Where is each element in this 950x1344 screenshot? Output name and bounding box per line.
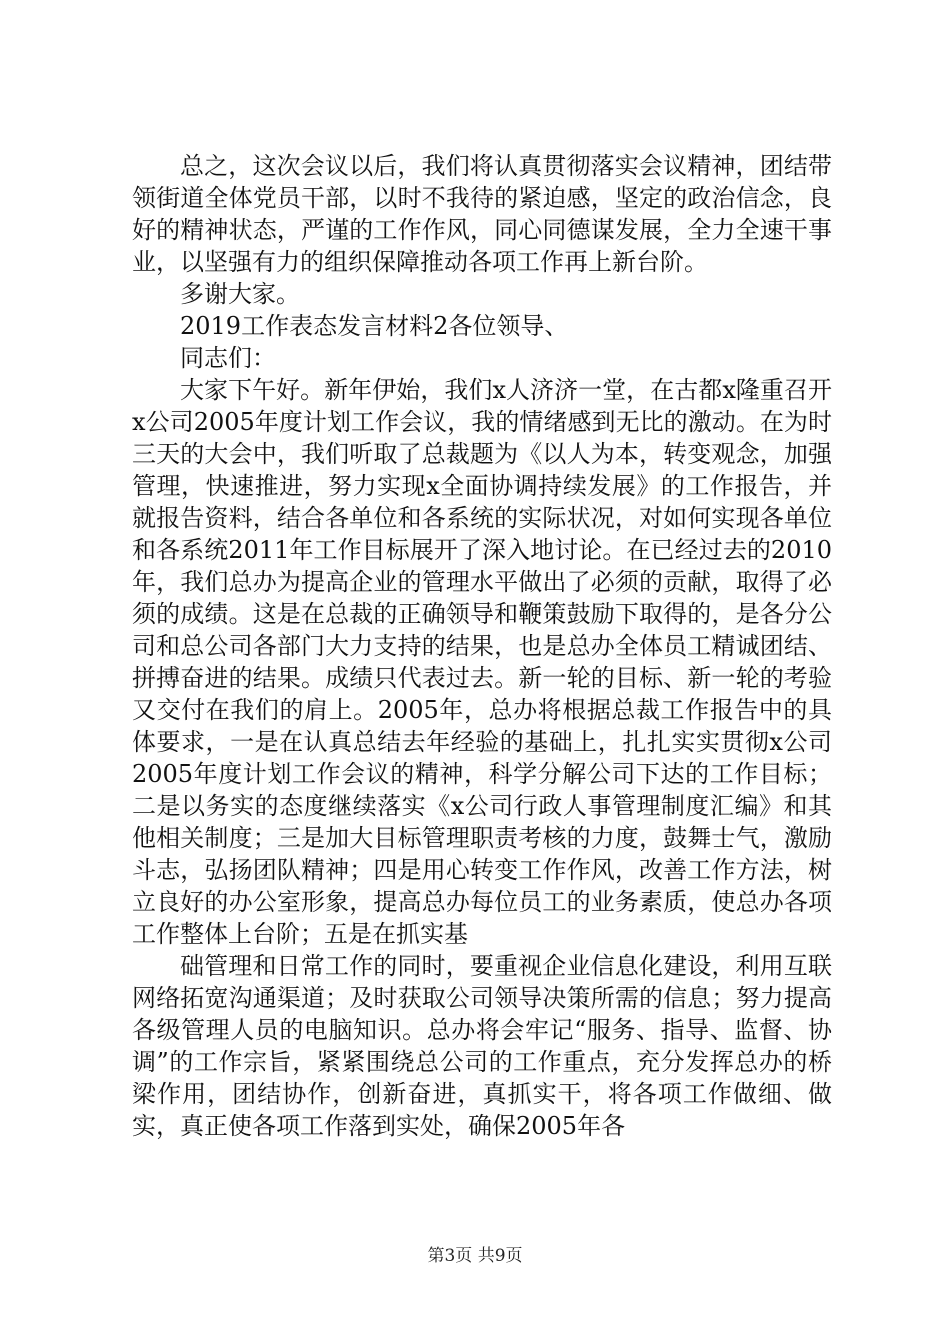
page-footer <box>0 1244 950 1268</box>
paragraph-heading: 2019工作表态发言材料2各位领导、 <box>180 312 569 340</box>
paragraph-speech-continued: 础管理和日常工作的同时，要重视企业信息化建设，利用互联网络拓宽沟通渠道；及时获取公司领导决策所需的信息；努力提高各级管理人员的电脑知识。总办将会牢记“服务、指导、监督、协调”的工作宗旨，紧紧围绕总公司的工作重点，充分发挥总办的桥梁作用，团结协作，创新奋进，真抓实干，将各项工作做细、做实，真正使各项工作落到实处，确保2005年各 <box>132 952 832 1140</box>
paragraph-conclusion: 总之，这次会议以后，我们将认真贯彻落实会议精神，团结带领街道全体党员干部，以时不我待的紧迫感，坚定的政治信念，良好的精神状态，严谨的工作作风，同心同德谋发展，全力全速干事业，以坚强有力的组织保障推动各项工作再上新台阶。 <box>132 152 832 276</box>
paragraph-salutation: 同志们： <box>180 344 276 372</box>
paragraph-thanks: 多谢大家。 <box>180 280 300 308</box>
page-number: 第3页 <box>427 1246 473 1266</box>
paragraph-speech-body: 大家下午好。新年伊始，我们x人济济一堂，在古都x隆重召开x公司2005年度计划工作会议，我的情绪感到无比的激动。在为时三天的大会中，我们听取了总裁题为《以人为本，转变观念，加强管理，快速推进，努力实现x全面协调持续发展》的工作报告，并就报告资料，结合各单位和各系统的实际状况，对如何实现各单位和各系统2011年工作目标展开了深入地讨论。在已经过去的2010年，我们总办为提高企业的管理水平做出了必须的贡献，取得了必须的成绩。这是在总裁的正确领导和鞭策鼓励下取得的，是各分公司和总公司各部门大力支持的结果，也是总办全体员工精诚团结、拼搏奋进的结果。成绩只代表过去。新一轮的目标、新一轮的考验又交付在我们的肩上。2005年，总办将根据总裁工作报告中的具体要求，一是在认真总结去年经验的基础上，扎扎实实贯彻x公司2005年度计划工作会议的精神，科学分解公司下达的工作目标；二是以务实的态度继续落实《x公司行政人事管理制度汇编》和其他相关制度；三是加大目标管理职责考核的力度，鼓舞士气，激励斗志，弘扬团队精神；四是用心转变工作作风，改善工作方法，树立良好的办公室形象，提高总办每位员工的业务素质，使总办各项工作整体上台阶；五是在抓实基 <box>132 376 832 948</box>
page-total: 共9页 <box>477 1246 523 1266</box>
document-body <box>132 150 832 1142</box>
